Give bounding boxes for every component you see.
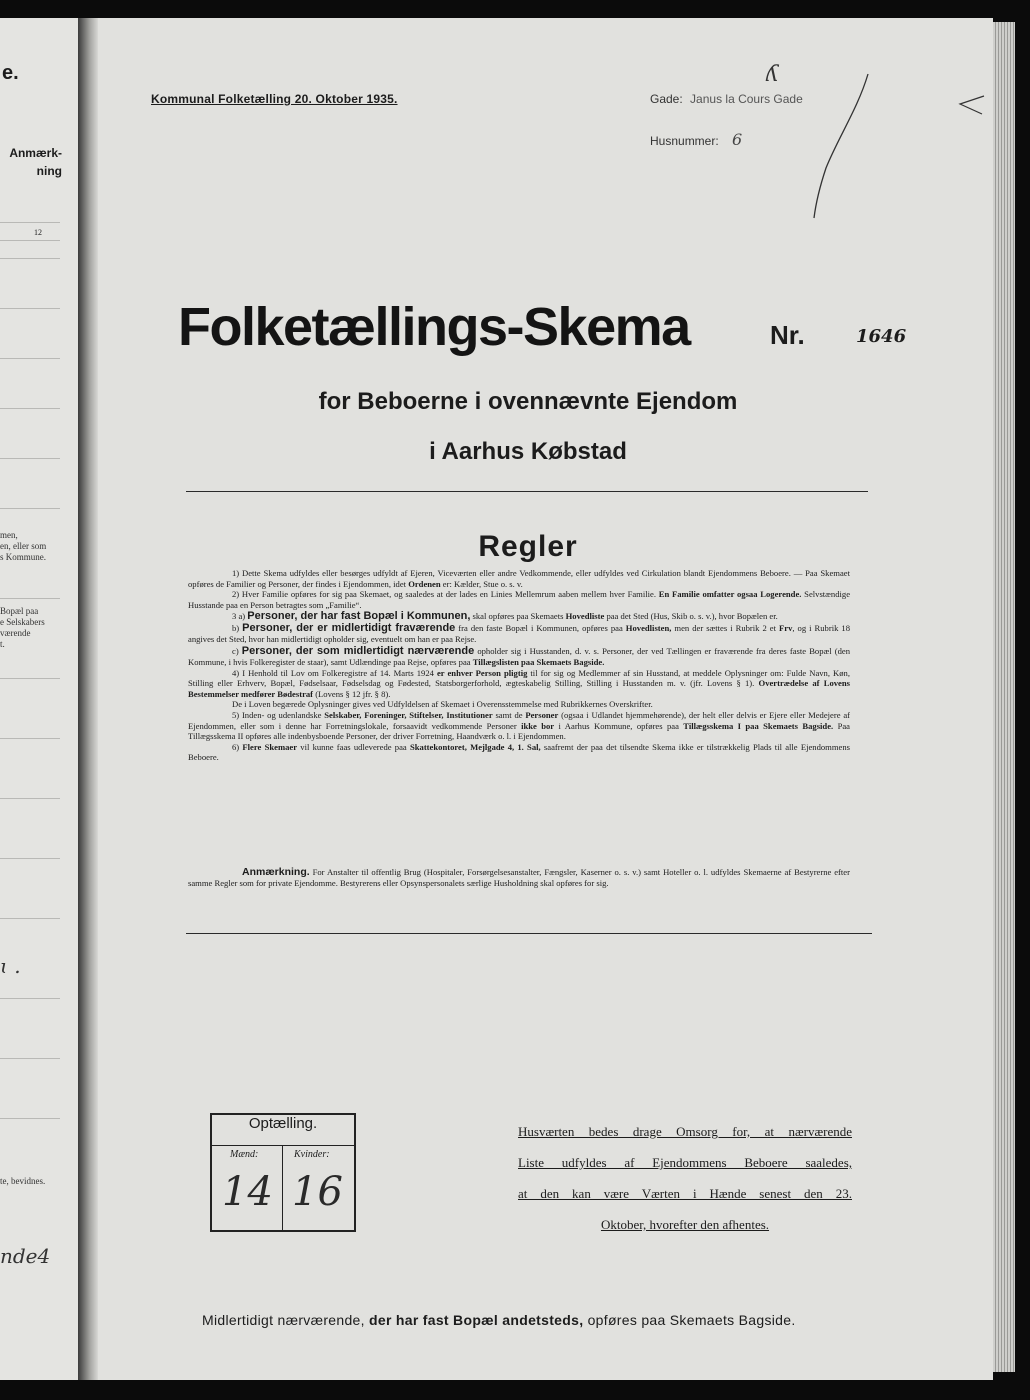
form-title: Folketællings-Skema bbox=[178, 297, 690, 357]
left-ruling bbox=[0, 858, 60, 859]
left-ruling bbox=[0, 258, 60, 259]
left-ruling bbox=[0, 1058, 60, 1059]
left-page-column-header: Anmærk- ning bbox=[9, 146, 62, 178]
notice-line: Husværten bedes drage Omsorg for, at nærværende bbox=[518, 1124, 852, 1139]
landlord-notice bbox=[518, 1116, 852, 1240]
handwritten-mark: ʎ bbox=[766, 62, 779, 87]
left-page-text-fragment: men, en, eller som s Kommune. bbox=[0, 530, 47, 562]
left-page-title-fragment: e. bbox=[2, 62, 19, 84]
notice-line: at den kan være Værten i Hænde senest den 23. bbox=[518, 1186, 852, 1201]
rule-3b: b) Personer, der er midlertidigt fraværende fra den faste Bopæl i Kommunen, opføres paa Hovedlisten, men der sættes i Rubrik 2 et Frv, og i Rubrik 18 angives det Sted, hvor han midlertidigt opholder sig, eventuelt om han er paa Rejse. bbox=[188, 622, 850, 645]
notice-line: Liste udfyldes af Ejendommens Beboere saaledes, bbox=[518, 1155, 852, 1170]
left-ruling bbox=[0, 508, 60, 509]
left-page-text-fragment: te, bevidnes. bbox=[0, 1176, 46, 1186]
left-page-column-number: 12 bbox=[34, 228, 42, 237]
left-ruling bbox=[0, 222, 60, 223]
street-label: Gade: bbox=[650, 92, 683, 106]
count-box-divider bbox=[282, 1146, 283, 1230]
left-ruling bbox=[0, 240, 60, 241]
street-value: Janus la Cours Gade bbox=[690, 92, 803, 106]
left-ruling bbox=[0, 738, 60, 739]
left-ruling bbox=[0, 408, 60, 409]
form-location: i Aarhus Købstad bbox=[429, 438, 627, 465]
left-page-handwriting: ɩ . bbox=[0, 954, 21, 978]
footer-note: Midlertidigt nærværende, der har fast Bopæl andetsteds, opføres paa Skemaets Bagside. bbox=[202, 1312, 796, 1328]
left-page-fragment bbox=[0, 18, 78, 1380]
left-ruling bbox=[0, 998, 60, 999]
left-page-text-fragment: Bopæl paa e Selskabers værende t. bbox=[0, 606, 45, 649]
remark-paragraph bbox=[188, 866, 850, 889]
remark-text: For Anstalter til offentlig Brug (Hospitaler, Forsørgelsesanstalter, Fængsler, Kaserner o. s. v.) samt Hoteller o. l. udfyldes Skemaerne af Bestyrerne efter samme Regler som for private Ejendomme. Bestyrerens eller Opsynspersonalets særlige Husholdning skal opføres for sig. bbox=[188, 867, 850, 888]
house-number-label: Husnummer: bbox=[650, 134, 719, 148]
left-ruling bbox=[0, 358, 60, 359]
rule-4b: De i Loven begærede Oplysninger gives ved Udfyldelsen af Skemaet i Overensstemmelse med Rubrikkernes Overskrifter. bbox=[232, 699, 653, 710]
left-ruling bbox=[0, 308, 60, 309]
street-field bbox=[650, 92, 803, 106]
house-number-field bbox=[650, 130, 742, 149]
left-ruling bbox=[0, 458, 60, 459]
form-subtitle: for Beboerne i ovennævnte Ejendom bbox=[318, 388, 738, 415]
count-box bbox=[210, 1113, 356, 1232]
remark-label: Anmærkning. bbox=[242, 866, 310, 878]
handwritten-stroke-icon bbox=[798, 68, 888, 228]
left-ruling bbox=[0, 798, 60, 799]
form-number-value: 1646 bbox=[856, 326, 907, 347]
left-page-handwriting: nde4 bbox=[0, 1244, 51, 1268]
rules-body bbox=[188, 568, 850, 763]
left-ruling bbox=[0, 918, 60, 919]
rule-3a: 3 a) Personer, der har fast Bopæl i Kommunen, skal opføres paa Skemaets Hovedliste paa det Sted (Hus, Skib o. s. v.), hvor Bopælen er. bbox=[232, 610, 778, 623]
book-gutter bbox=[78, 18, 98, 1380]
notice-line: Oktober, hvorefter den afhentes. bbox=[600, 1217, 770, 1232]
rule-3c: c) Personer, der som midlertidigt nærværende opholder sig i Husstanden, d. v. s. Personer, der ved Tællingen er fraværende fra deres faste Bopæl (den Kommune, i hvis Folkeregister de staar), samt Udlændinge paa Rejse, opføres paa Tillægslisten paa Skemaets Bagside. bbox=[188, 644, 851, 667]
rule-2: 2) Hver Familie opføres for sig paa Skemaet, og saaledes at der lades en Linies Mellemrum aaben mellem hver Familie. En Familie omfatter ogsaa Logerende. Selvstændige Husstande paa en Person betragtes som „Familie“. bbox=[188, 589, 851, 610]
left-ruling bbox=[0, 1118, 60, 1119]
divider-line bbox=[186, 933, 872, 934]
rule-4: 4) I Henhold til Lov om Folkeregistre af 14. Marts 1924 er enhver Person pligtig til for sig og Medlemmer af sin Husstand, at meddele Oplysninger om: Fulde Navn, Køn, Stilling eller Erhverv, Bopæl, Fødselsaar, Fødselsdag og Fødested, Statsborgerforhold, ægteskabelig Stilling, Stilling i Husstanden m. v. (jfr. Lovens § 1). Overtrædelse af Lovens Bestemmelser medfører Bødestraf (Lovens § 12 jfr. § 8). bbox=[188, 667, 850, 699]
count-box-title: Optælling. bbox=[212, 1115, 354, 1146]
house-number-value: 6 bbox=[732, 130, 743, 149]
census-form-page bbox=[98, 18, 993, 1380]
rule-6: 6) Flere Skemaer vil kunne faas udleverede paa Skattekontoret, Mejlgade 4, 1. Sal, saafremt der paa det tilsendte Skema ikke er tilstrækkelig Plads til alle Ejendommens Beboere. bbox=[188, 741, 851, 763]
women-count: 16 bbox=[292, 1169, 343, 1215]
left-ruling bbox=[0, 598, 60, 599]
form-number-label: Nr. bbox=[770, 320, 805, 350]
divider-line bbox=[186, 491, 868, 492]
handwritten-check-icon bbox=[950, 90, 990, 150]
rule-1: 1) Dette Skema udfyldes eller besørges udfyldt af Ejeren, Viceværten eller andre Vedkommende, eller udfyldes ved Cirkulation blandt Ejendommens Beboere. — Paa Skemaet opføres de Familier og Personer, der findes i Ejendommen, idet Ordenen er: Kælder, Stue o. s. v. bbox=[188, 568, 850, 589]
men-label: Mænd: bbox=[230, 1149, 259, 1160]
left-ruling bbox=[0, 678, 60, 679]
rule-5: 5) Inden- og udenlandske Selskaber, Foreninger, Stiftelser, Institutioner samt de Personer (ogsaa i Udlandet hjemmehørende), der helt eller delvis er Ejere eller Medejere af Ejendommen, eller som i denne har Forretningslokale, forsaavidt vedkommende Personer ikke bor i Aarhus Kommune, opføres paa Tillægsskema I paa Skemaets Bagside. Paa Tillægsskema II opføres alle indenbysboende Personer, der driver Forretning, Haandværk o. l. i Ejendommen. bbox=[188, 709, 851, 742]
men-count: 14 bbox=[222, 1169, 273, 1215]
rules-heading: Regler bbox=[478, 530, 578, 563]
women-label: Kvinder: bbox=[294, 1149, 330, 1160]
page-stack-edge bbox=[993, 22, 1015, 1372]
census-header: Kommunal Folketælling 20. Oktober 1935. bbox=[151, 92, 398, 106]
